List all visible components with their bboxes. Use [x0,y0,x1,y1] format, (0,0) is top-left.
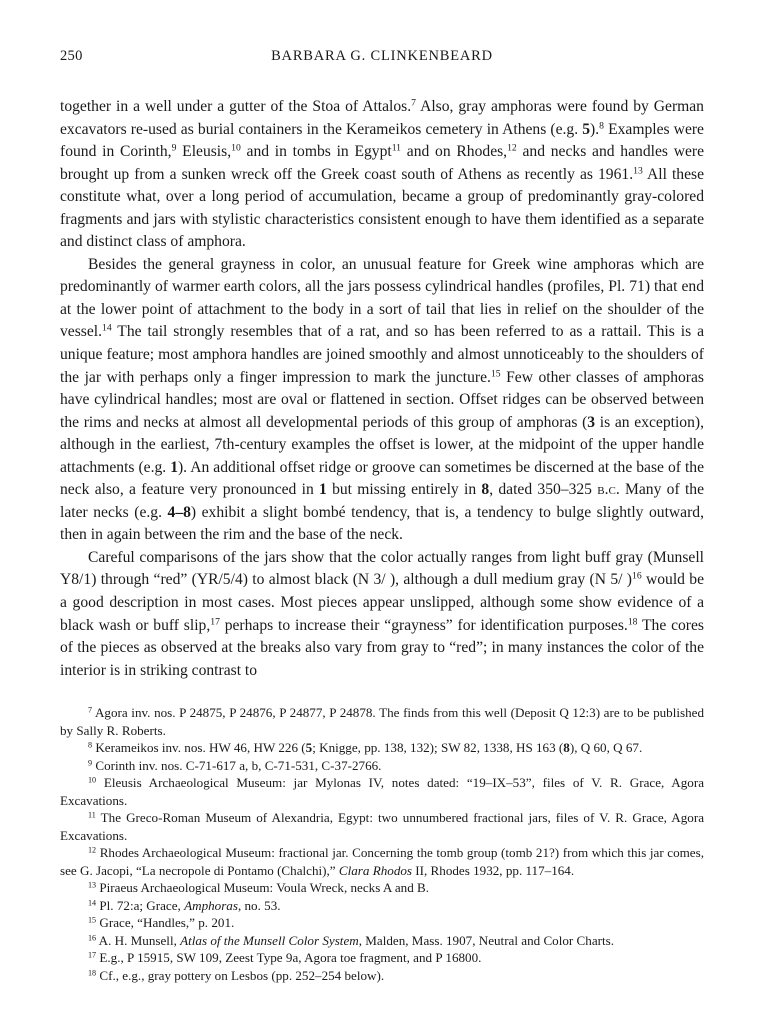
running-title: BARBARA G. CLINKENBEARD [271,48,493,64]
footnote: $^9$ Corinth inv. nos. C-71-617 a, b, C-71-531, C-37-2766. [88,757,382,773]
paragraph: Careful comparisons of the jars show that the color actually ranges from light buff gray (Munsell Y8/1) through “red” (YR/5/4) to almost black (N 3/ ), although a dull medium gray (N 5/ )$^{16}$ would be a good description in most cases. Most pieces appear unslipped, although some show evidence of a black wash or buff slip,$^{17}$ perhaps to increase their “grayness” for identification purposes.$^{18}$ The cores of the pieces as observed at the breaks also vary from gray to “red”; in many instances the color of the interior is in striking contrast to [60,548,705,679]
footnote: $^{11}$ The Greco-Roman Museum of Alexandria, Egypt: two unnumbered fractional jars, files of V. R. Grace, Agora Excavations. [60,810,704,843]
footnote: $^7$ Agora inv. nos. P 24875, P 24876, P 24877, P 24878. The finds from this well (Deposit Q 12:3) are to be published by Sally R. Roberts. [60,705,704,738]
footnote: $^{12}$ Rhodes Archaeological Museum: fractional jar. Concerning the tomb group (tomb 21?) from which this jar comes, see G. Jacopi, “La necropole di Pontamo (Chalchi),” Clara Rhodos II, Rhodes 1932, pp. 117–164. [60,845,704,878]
footnote: $^{14}$ Pl. 72:a; Grace, Amphoras, no. 53. [88,897,281,913]
page-header [60,48,704,76]
footnotes [60,704,704,984]
footnote: $^{17}$ E.g., P 15915, SW 109, Zeest Type 9a, Agora toe fragment, and P 16800. [88,950,482,966]
footnote: $^{15}$ Grace, “Handles,” p. 201. [88,915,235,931]
footnote: $^{16}$ A. H. Munsell, Atlas of the Munsell Color System, Malden, Mass. 1907, Neutral and Color Charts. [88,932,615,948]
body-text [60,96,704,682]
page [60,48,704,984]
footnote: $^{13}$ Piraeus Archaeological Museum: Voula Wreck, necks A and B. [88,880,430,896]
page-number: 250 [60,48,83,64]
footnote: $^8$ Kerameikos inv. nos. HW 46, HW 226 (5; Knigge, pp. 138, 132); SW 82, 1338, HS 163 (8), Q 60, Q 67. [88,740,643,756]
paragraph: together in a well under a gutter of the Stoa of Attalos.$^7$ Also, gray amphoras were found by German excavators re-used as burial containers in the Kerameikos cemetery in Athens (e.g. 5).$^8$ Examples were found in Corinth,$^9$ Eleusis,$^{10}$ and in tombs in Egypt$^{11}$ and on Rhodes,$^{12}$ and necks and handles were brought up from a sunken wreck off the Greek coast south of Athens as recently as 1961.13 All these constitute what, over a long period of accumulation, became a group of predominantly gray-colored fragments and jars with stylistic characteristics consistent enough to have them identified as a separate and distinct class of amphora. [60,97,705,251]
paragraph: Besides the general grayness in color, an unusual feature for Greek wine amphoras which are predominantly of warmer earth colors, all the jars possess cylindrical handles (profiles, Pl. 71) that end at the lower point of attachment to the body in a sort of tail that lies in relief on the shoulder of the vessel.$^{14}$ The tail strongly resembles that of a rat, and so has been referred to as a rattail. This is a unique feature; most amphora handles are joined smoothly and almost unnoticeably to the shoulders of the jar with perhaps only a finger impression to mark the juncture.$^{15}$ Few other classes of amphoras have cylindrical handles; most are oval or flattened in section. Offset ridges can be observed between the rims and necks at almost all developmental periods of this group of amphoras (3 is an exception), although in the earliest, 7th-century examples the offset is lower, at the midpoint of the upper handle attachments (e.g. 1). An additional offset ridge or groove can sometimes be discerned at the base of the neck also, a feature very pronounced in 1 but missing entirely in 8, dated 350–325 b.c. Many of the later necks (e.g. 4–8) exhibit a slight bombé tendency, that is, a tendency to bulge slightly outward, then in again between the rim and the base of the neck. [60,255,704,544]
footnote: $^{18}$ Cf., e.g., gray pottery on Lesbos (pp. 252–254 below). [88,967,385,983]
footnote: $^{10}$ Eleusis Archaeological Museum: jar Mylonas IV, notes dated: “19–IX–53”, files of V. R. Grace, Agora Excavations. [60,775,704,808]
